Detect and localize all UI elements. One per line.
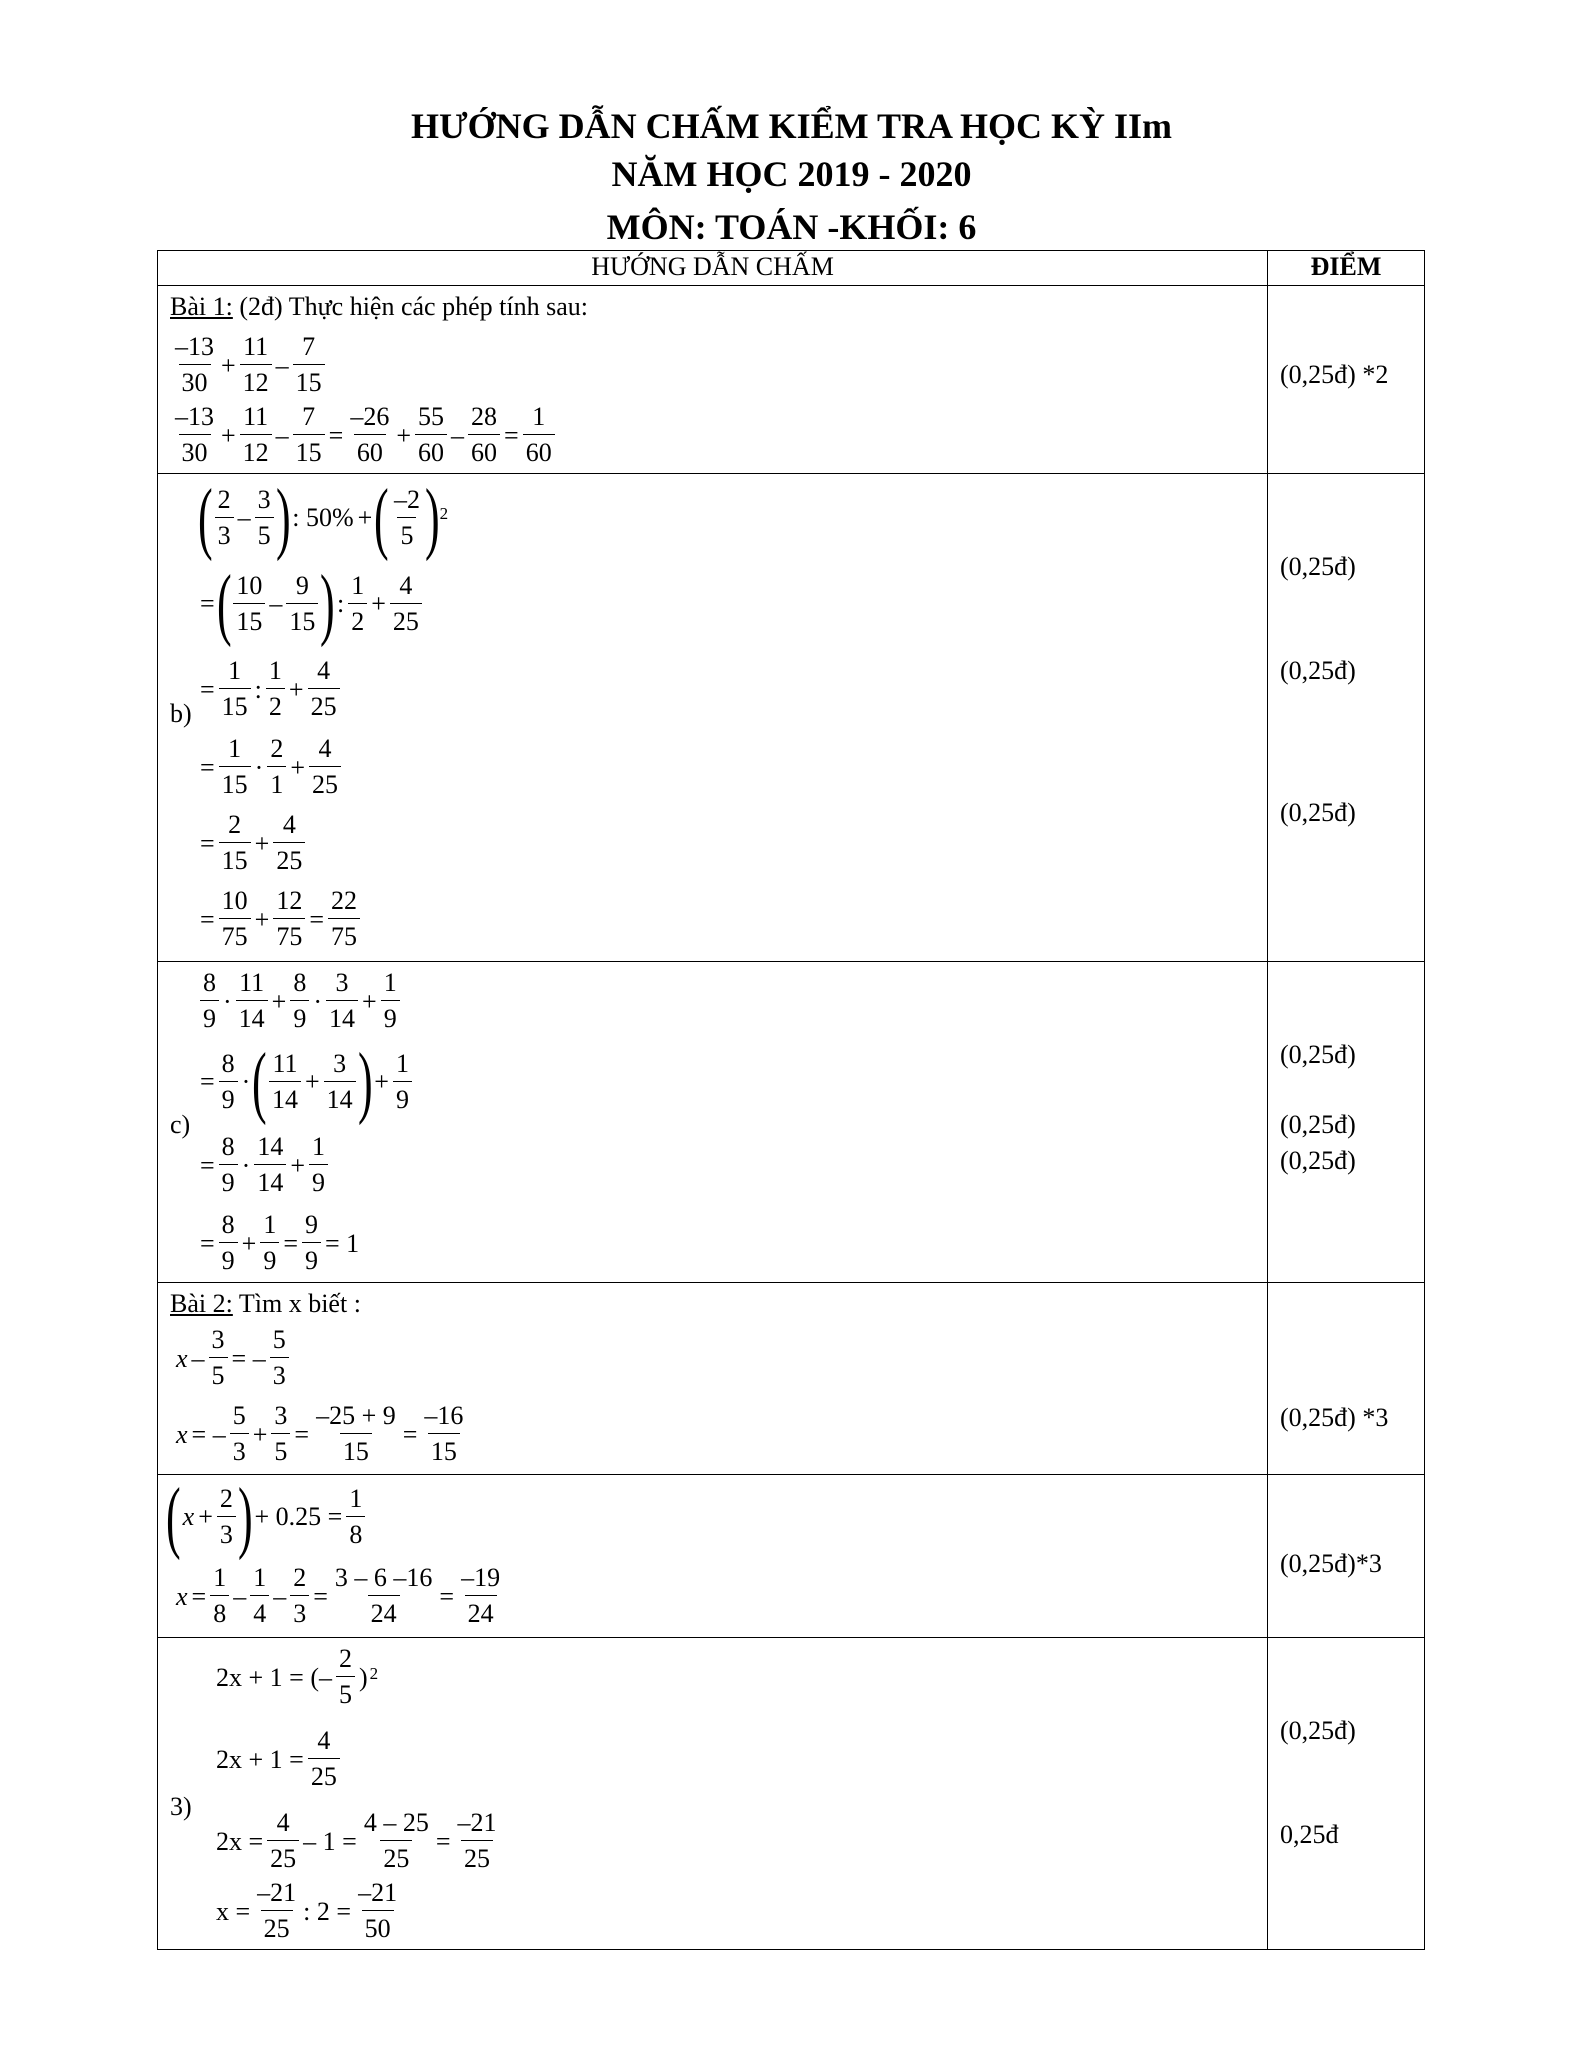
bai1c-step2: = $\frac{8}{9}$ · $\frac{14}{14}$ + $\frac{1}{9}$ <box>198 1130 330 1201</box>
score-value: (0,25đ) *2 <box>1280 360 1389 389</box>
bai2a-solution: x = – $\frac{5}{3}$ + $\frac{3}{5}$ = $\frac{-25 + 9}{15}$ = $\frac{-16}{15}$ <box>174 1399 468 1470</box>
bai1b-step1: = ( $\frac{10}{15}$ – $\frac{9}{15}$ ) : $\frac{1}{2}$ + $\frac{4}{25}$ <box>198 564 424 644</box>
doc-title-line1: HƯỚNG DẪN CHẤM KIỂM TRA HỌC KỲ IIm <box>410 106 1172 146</box>
score-cell-bai1a <box>1268 286 1424 473</box>
guide-cell-bai2b <box>158 1475 1267 1637</box>
score-cell-bai1b <box>1268 474 1424 961</box>
score-cell-bai2b <box>1268 1475 1424 1637</box>
bai1b-expression: ( $\frac{2}{3}$ – $\frac{3}{5}$ ) : 50% + ( $\frac{-2}{5}$ ) 2 <box>197 474 449 562</box>
table-row <box>158 1475 1425 1638</box>
guide-cell-bai1b <box>158 474 1267 961</box>
bai2-desc: Tìm x biết : <box>238 1289 361 1318</box>
doc-title-line2: NĂM HỌC 2019 - 2020 <box>611 154 972 194</box>
bai2-label: Bài 2: <box>170 1289 233 1318</box>
bai2b-equation: ( x + $\frac{2}{3}$ ) + 0.25 = $\frac{1}{8}$ <box>166 1477 367 1557</box>
bai2c-step2: 2x = $\frac{4}{25}$ – 1 = $\frac{4 - 25}{25}$ = $\frac{-21}{25}$ <box>214 1806 502 1877</box>
bai2-heading <box>170 1289 361 1319</box>
col-header-score: ĐIỂM <box>1268 251 1425 286</box>
doc-title-line3: MÔN: TOÁN -KHỐI: 6 <box>606 207 977 247</box>
bai1b-label: b) <box>170 699 192 728</box>
score-value: (0,25đ)*3 <box>1280 1549 1382 1578</box>
bai1b-step4: = $\frac{2}{15}$ + $\frac{4}{25}$ <box>198 808 307 879</box>
bai1b-step5: = $\frac{10}{75}$ + $\frac{12}{75}$ = $\frac{22}{75}$ <box>198 884 362 955</box>
guide-cell-bai1a <box>158 286 1267 473</box>
bai1a-expression: $\frac{-13}{30}$ + $\frac{11}{12}$ – $\frac{7}{15}$ <box>170 330 327 401</box>
bai1c-label: c) <box>170 1110 191 1139</box>
table-row <box>158 1283 1425 1475</box>
score-cell-bai1c <box>1268 962 1424 1282</box>
score-cell-bai2a <box>1268 1283 1424 1474</box>
table-row <box>158 1638 1425 1950</box>
bai1b-step3: = $\frac{1}{15}$ · $\frac{2}{1}$ + $\frac{4}{25}$ <box>198 732 343 803</box>
bai2c-equation: 2x + 1 = (– $\frac{2}{5}$ ) 2 <box>214 1642 378 1713</box>
grading-table <box>157 250 1425 1950</box>
bai1c-step1: = $\frac{8}{9}$ · ( $\frac{11}{14}$ + $\frac{3}{14}$ ) + $\frac{1}{9}$ <box>198 1042 414 1122</box>
guide-cell-bai2a <box>158 1283 1267 1474</box>
bai1b-step2: = $\frac{1}{15}$ : $\frac{1}{2}$ + $\frac{4}{25}$ <box>198 654 342 725</box>
guide-cell-bai1c <box>158 962 1267 1282</box>
bai2a-equation: x – $\frac{3}{5}$ = – $\frac{5}{3}$ <box>174 1323 291 1394</box>
bai1a-solution: $\frac{-13}{30}$ + $\frac{11}{12}$ – $\frac{7}{15}$ = $\frac{-26}{60}$ + $\frac{55}{60}$ – $\frac{28}{60}$ = $\frac{1}{60}$ <box>170 400 557 471</box>
table-row <box>158 474 1425 962</box>
score-value: (0,25đ) <box>1280 1110 1356 1139</box>
score-value: (0,25đ) <box>1280 1146 1356 1175</box>
bai1c-step3: = $\frac{8}{9}$ + $\frac{1}{9}$ = $\frac{9}{9}$ = 1 <box>198 1208 361 1279</box>
bai1-desc: (2đ) Thực hiện các phép tính sau: <box>239 292 588 321</box>
score-value: (0,25đ) <box>1280 1040 1356 1069</box>
score-value: (0,25đ) *3 <box>1280 1403 1389 1432</box>
score-value: 0,25đ <box>1280 1820 1339 1849</box>
bai1-heading <box>170 292 588 322</box>
table-row <box>158 962 1425 1283</box>
bai2b-solution: x = $\frac{1}{8}$ – $\frac{1}{4}$ – $\frac{2}{3}$ = $\frac{3 - 6 -16}{24}$ = $\frac{-19}{24}$ <box>174 1561 505 1632</box>
bai2c-step3: x = $\frac{-21}{25}$ : 2 = $\frac{-21}{50}$ <box>214 1876 402 1947</box>
guide-cell-bai2c <box>158 1638 1267 1949</box>
score-value: (0,25đ) <box>1280 656 1356 685</box>
bai2c-label: 3) <box>170 1792 192 1821</box>
score-value: (0,25đ) <box>1280 552 1356 581</box>
score-value: (0,25đ) <box>1280 798 1356 827</box>
bai2c-step1: 2x + 1 = $\frac{4}{25}$ <box>214 1724 342 1795</box>
col-header-guide: HƯỚNG DẪN CHẤM <box>158 251 1268 286</box>
score-cell-bai2c <box>1268 1638 1424 1949</box>
bai1c-expression: $\frac{8}{9}$ · $\frac{11}{14}$ + $\frac{8}{9}$ · $\frac{3}{14}$ + $\frac{1}{9}$ <box>198 966 402 1037</box>
score-value: (0,25đ) <box>1280 1716 1356 1745</box>
table-row <box>158 286 1425 474</box>
bai1-label: Bài 1: <box>170 292 233 321</box>
